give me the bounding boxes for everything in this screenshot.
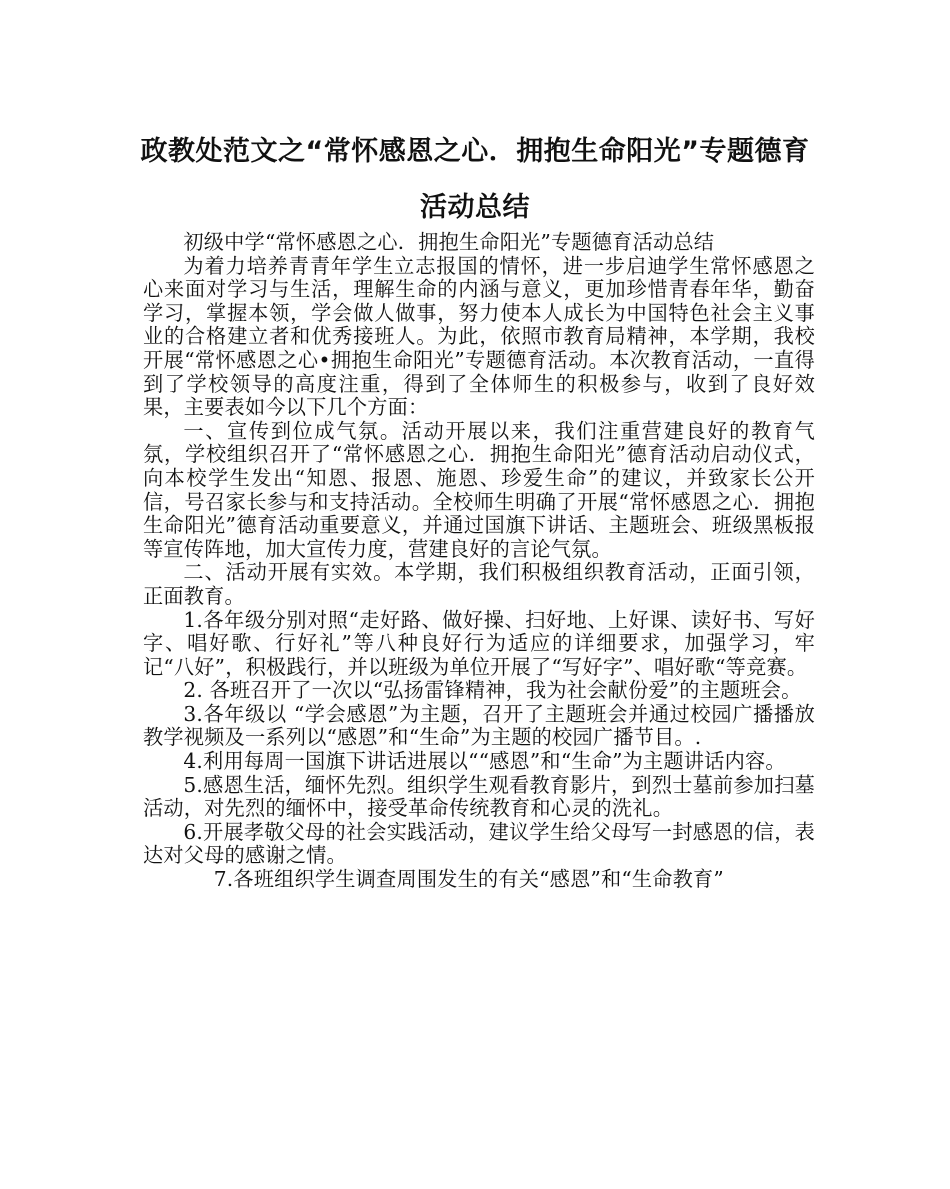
paragraph-intro: 为着力培养青青年学生立志报国的情怀，进一步启迪学生常怀感恩之心来面对学习与生活，理解生命的内涵与意义，更加珍惜青春年华，勤奋学习，掌握本领，学会做人做事，努力使本人成长为中国特色社会主义事业的合格建立者和优秀接班人。为此，依照市教育局精神，本学期，我校开展“常怀感恩之心•拥抱生命阳光”专题德育活动。本次教育活动，一直得到了学校领导的高度注重，得到了全体师生的积极参与，收到了良好效果，主要表如今以下几个方面： [143, 253, 815, 420]
paragraph-item-1: 1.各年级分别对照“走好路、做好操、扫好地、上好课、读好书、写好字、唱好歌、行好礼”等八种良好行为适应的详细要求，加强学习，牢记“八好”，积极践行，并以班级为单位开展了“写好字”、唱好歌“等竞赛。 [143, 607, 815, 679]
paragraph-item-7: 7.各班组织学生调查周围发生的有关“感恩”和“生命教育” [213, 867, 724, 892]
paragraph-item-3: 3.各年级以 “学会感恩”为主题，召开了主题班会并通过校园广播播放教学视频及一系列以“感恩”和“生命”为主题的校园广播节目。. [143, 701, 815, 750]
paragraph-item-6: 6.开展孝敬父母的社会实践活动，建议学生给父母写一封感恩的信，表达对父母的感谢之情。 [143, 819, 815, 868]
paragraph-section-2: 二、活动开展有实效。本学期，我们积极组织教育活动，正面引领，正面教育。 [143, 560, 815, 608]
document-title: 政教处范文之“常怀感恩之心．拥抱生命阳光”专题德育活动总结 [140, 136, 810, 223]
paragraph-item-5: 5.感恩生活，缅怀先烈。组织学生观看教育影片，到烈士墓前参加扫墓活动，对先烈的缅怀中，接受革命传统教育和心灵的洗礼。 [143, 772, 815, 821]
document-body [143, 231, 815, 892]
paragraph-section-1: 一、宣传到位成气氛。活动开展以来，我们注重营建良好的教育气氛，学校组织召开了“常怀感恩之心．拥抱生命阳光”德育活动启动仪式，向本校学生发出“知恩、报恩、施恩、珍爱生命”的建议，并致家长公开信，号召家长参与和支持活动。全校师生明确了开展“常怀感恩之心．拥抱生命阳光”德育活动重要意义，并通过国旗下讲话、主题班会、班级黑板报等宣传阵地，加大宣传力度，营建良好的言论气氛。 [143, 418, 815, 561]
paragraph-subtitle: 初级中学“常怀感恩之心．拥抱生命阳光”专题德育活动总结 [183, 230, 715, 254]
paragraph-item-4: 4.利用每周一国旗下讲话进展以““感恩”和“生命”为主题讲话内容。 [183, 749, 786, 774]
paragraph-item-2: 2. 各班召开了一次以“弘扬雷锋精神，我为社会献份爱”的主题班会。 [183, 678, 802, 703]
